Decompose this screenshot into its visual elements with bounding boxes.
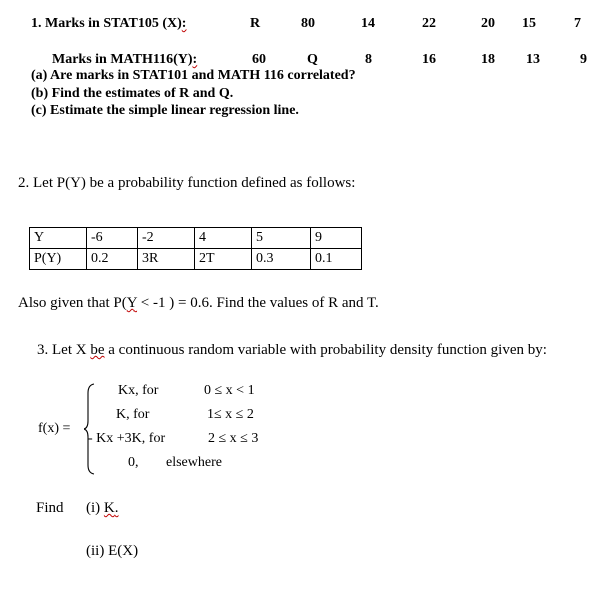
fx-label: f(x) = — [38, 421, 71, 436]
table-cell: 5 — [252, 228, 311, 249]
table-cell: -2 — [138, 228, 195, 249]
find-label: Find — [36, 500, 64, 516]
table-cell: P(Y) — [30, 249, 87, 270]
q1-part-b: (b) Find the estimates of R and Q. — [31, 86, 234, 101]
q1-x-cell: 80 — [301, 16, 315, 31]
q1-y-cell: 9 — [580, 52, 587, 67]
q1-x-cell: 20 — [481, 16, 495, 31]
q1-y-cell: 60 — [252, 52, 266, 67]
table-cell: 0.3 — [252, 249, 311, 270]
piece-expr: Kx, for — [118, 383, 159, 398]
q1-y-cell: 13 — [526, 52, 540, 67]
q1-x-cell: 15 — [522, 16, 536, 31]
q1-x-cell: 22 — [422, 16, 436, 31]
table-cell: 0.2 — [87, 249, 138, 270]
piece-cond: 2 ≤ x ≤ 3 — [208, 431, 259, 446]
q1-math-label: Marks in MATH116(Y): — [52, 52, 198, 67]
table-cell: 4 — [195, 228, 252, 249]
q1-part-c: (c) Estimate the simple linear regression line. — [31, 103, 299, 118]
table-row — [30, 228, 362, 249]
piece-expr: - Kx +3K, for — [88, 431, 166, 446]
q1-part-a: (a) Are marks in STAT101 and MATH 116 correlated? — [31, 68, 356, 83]
q2-given-text: Also given that P(Y < -1 ) = 0.6. Find the values of R and T. — [18, 295, 379, 311]
table-cell: 9 — [311, 228, 362, 249]
piece-cond: 1≤ x ≤ 2 — [207, 407, 254, 422]
table-row — [30, 249, 362, 270]
q3-intro: 3. Let X be a continuous random variable with probability density function given by: — [37, 342, 547, 358]
probability-table — [29, 227, 362, 270]
q1-y-cell: 16 — [422, 52, 436, 67]
q1-x-cell: 14 — [361, 16, 375, 31]
q1-stat-label: 1. Marks in STAT105 (X): — [31, 16, 187, 31]
table-cell: 0.1 — [311, 249, 362, 270]
table-cell: 3R — [138, 249, 195, 270]
q1-x-cell: R — [250, 16, 261, 31]
find-item-ii: (ii) E(X) — [86, 543, 139, 559]
piece-expr: K, for — [116, 407, 150, 422]
table-cell: Y — [30, 228, 87, 249]
piece-expr: 0, — [128, 455, 139, 470]
q1-y-cell: 18 — [481, 52, 495, 67]
find-item-i: (i) K. — [86, 500, 119, 516]
left-brace-icon — [84, 383, 96, 475]
table-cell: -6 — [87, 228, 138, 249]
piece-cond: elsewhere — [166, 455, 222, 470]
q1-x-cell: 7 — [574, 16, 581, 31]
q2-intro: 2. Let P(Y) be a probability function defined as follows: — [18, 175, 356, 191]
q1-y-cell: 8 — [365, 52, 372, 67]
q1-y-cell: Q — [307, 52, 318, 67]
piece-cond: 0 ≤ x < 1 — [204, 383, 255, 398]
table-cell: 2T — [195, 249, 252, 270]
